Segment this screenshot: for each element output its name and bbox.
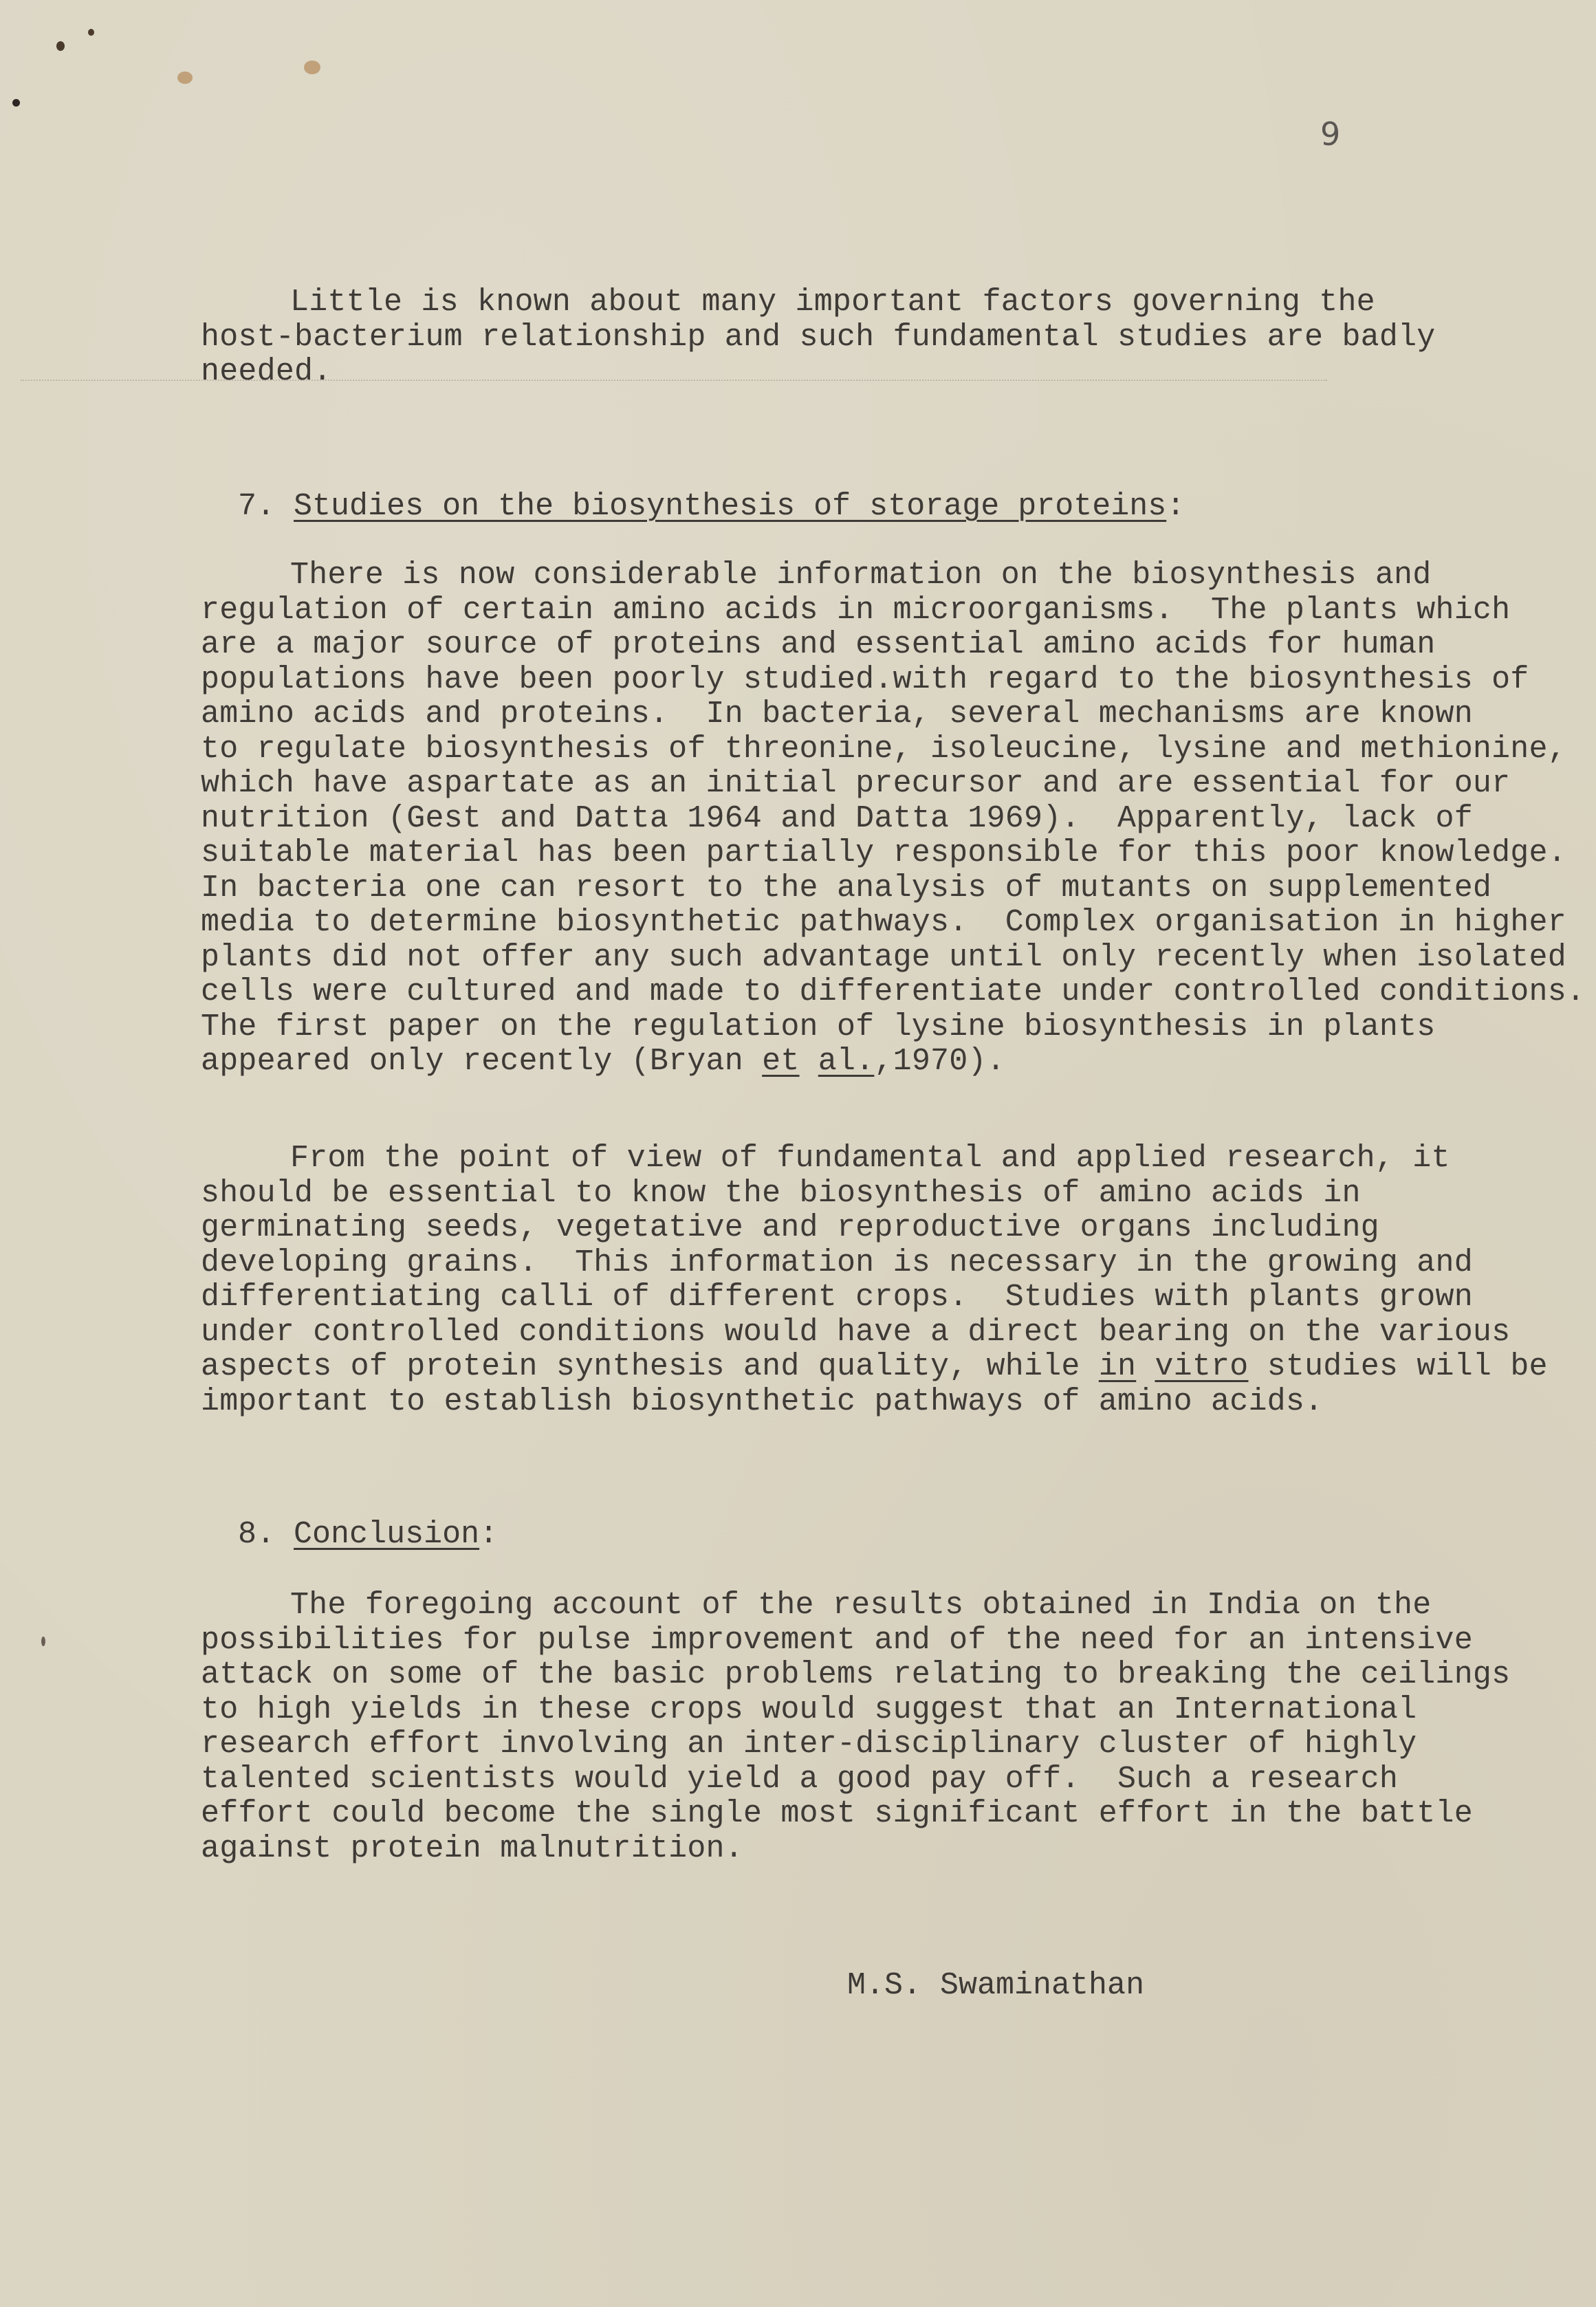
text-line: talented scientists would yield a good pay off. Such a research xyxy=(201,1761,1399,1797)
text-line: attack on some of the basic problems relating to breaking the ceilings xyxy=(201,1657,1511,1692)
text-line: nutrition (Gest and Datta 1964 and Datta 1969). Apparently, lack of xyxy=(201,800,1473,836)
text-line: The foregoing account of the results obtained in India on the xyxy=(290,1588,1432,1623)
text-line: host-bacterium relationship and such fundamental studies are badly xyxy=(201,319,1436,355)
text-line: cells were cultured and made to differentiate under controlled conditions. xyxy=(201,974,1586,1009)
text-line: amino acids and proteins. In bacteria, several mechanisms are known xyxy=(201,697,1473,732)
signature: M.S. Swaminathan xyxy=(847,1968,1145,2003)
text-line-in-vitro xyxy=(201,1349,1548,1385)
text-line: important to establish biosynthetic pathways of amino acids. xyxy=(201,1384,1324,1419)
section-8-heading xyxy=(201,1482,498,1552)
underlined-in: in xyxy=(1098,1349,1137,1384)
ink-spot xyxy=(12,99,20,107)
text-segment: studies will be xyxy=(1248,1349,1548,1384)
text-line: to high yields in these crops would suggest that an International xyxy=(201,1692,1417,1727)
section-title-colon: : xyxy=(479,1517,499,1552)
text-line: plants did not offer any such advantage until only recently when isolated xyxy=(201,939,1566,975)
text-line: regulation of certain amino acids in microorganisms. The plants which xyxy=(201,592,1511,628)
section-7-paragraph-2 xyxy=(201,1141,1548,1419)
text-line: The first paper on the regulation of lysine biosynthesis in plants xyxy=(201,1009,1436,1045)
section-7-heading xyxy=(201,454,1185,524)
text-segment xyxy=(1136,1349,1155,1384)
section-7-paragraph-1 xyxy=(201,558,1586,1080)
section-8-paragraph xyxy=(201,1588,1511,1866)
intro-paragraph xyxy=(201,285,1494,390)
text-line: should be essential to know the biosynthesis of amino acids in xyxy=(201,1175,1361,1211)
text-segment: ,1970). xyxy=(874,1044,1005,1079)
underlined-et: et xyxy=(762,1044,800,1079)
section-title: Studies on the biosynthesis of storage proteins xyxy=(294,489,1167,524)
text-line: possibilities for pulse improvement and of the need for an intensive xyxy=(201,1622,1473,1658)
section-number: 8. xyxy=(238,1517,276,1552)
text-line: There is now considerable information on the biosynthesis and xyxy=(290,558,1432,593)
text-line: which have aspartate as an initial precursor and are essential for our xyxy=(201,766,1511,801)
text-line: differentiating calli of different crops. Studies with plants grown xyxy=(201,1280,1473,1315)
text-line-citation xyxy=(201,1045,1494,1080)
text-line: are a major source of proteins and essential amino acids for human xyxy=(201,627,1436,662)
underlined-vitro: vitro xyxy=(1155,1349,1249,1384)
text-line: against protein malnutrition. xyxy=(201,1830,743,1866)
text-line: Little is known about many important factors governing the xyxy=(290,285,1375,320)
text-line: suitable material has been partially responsible for this poor knowledge. xyxy=(201,835,1566,871)
ink-spot xyxy=(41,1637,45,1646)
text-segment: aspects of protein synthesis and quality, while xyxy=(201,1349,1099,1384)
text-line: germinating seeds, vegetative and reproductive organs including xyxy=(201,1210,1379,1245)
rust-spot xyxy=(177,72,193,84)
text-line: research effort involving an inter-disciplinary cluster of highly xyxy=(201,1727,1417,1762)
text-line: effort could become the single most significant effort in the battle xyxy=(201,1796,1473,1831)
text-line: In bacteria one can resort to the analysis of mutants on supplemented xyxy=(201,870,1492,906)
text-line: populations have been poorly studied.with regard to the biosynthesis of xyxy=(201,662,1529,697)
text-line: needed. xyxy=(201,354,332,389)
text-line: media to determine biosynthetic pathways. Complex organisation in higher xyxy=(201,905,1566,940)
section-number: 7. xyxy=(238,489,276,524)
text-line: From the point of view of fundamental and applied research, it xyxy=(290,1141,1450,1176)
ink-spot xyxy=(56,41,65,51)
page-number: 9 xyxy=(1320,116,1341,153)
rust-spot xyxy=(304,61,320,74)
text-line: to regulate biosynthesis of threonine, isoleucine, lysine and methionine, xyxy=(201,731,1566,767)
text-segment xyxy=(800,1044,818,1079)
text-line: under controlled conditions would have a direct bearing on the various xyxy=(201,1314,1511,1350)
section-title-colon: : xyxy=(1166,489,1185,524)
section-title: Conclusion xyxy=(294,1517,480,1552)
ink-spot xyxy=(88,29,94,36)
text-line: developing grains. This information is necessary in the growing and xyxy=(201,1245,1473,1280)
text-segment: appeared only recently (Bryan xyxy=(201,1044,763,1079)
underlined-al: al. xyxy=(818,1044,875,1079)
